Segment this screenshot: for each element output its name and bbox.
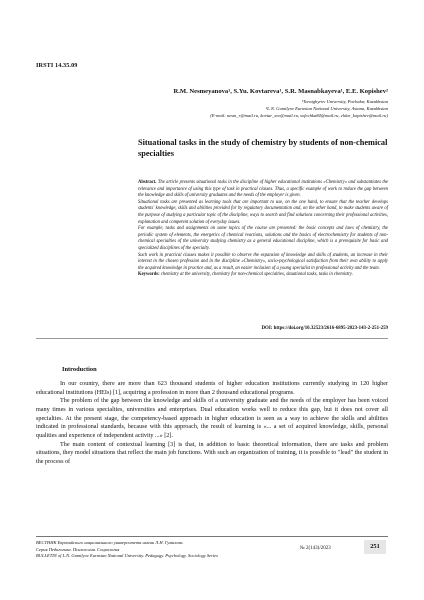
- abstract-label: Abstract.: [138, 180, 157, 185]
- journal-name: ВЕСТНИК Евразийского национального университета имени Л.Н. Гумилева. Серия Педагогика. Психология. Социология BULLETIN of L.N. Gumilyov Eurasian National University. Pedagogy. Psychology. Sociology Series: [36, 540, 218, 559]
- abstract-paragraph: Abstract. The article presents situational tasks in the discipline of higher educational institutions «Chemistry» and substantiates the relevance and importance of using this type of task in practical classes. Thus, a specific example of work to reduce the gap between the knowledge and skills of university graduates and the needs of the employer is given.: [138, 180, 388, 199]
- abstract-divider: [36, 338, 388, 339]
- doi-link[interactable]: https://doi.org/10.32523/2616-6895-2023-143-2-251-259: [273, 326, 388, 331]
- affiliation-1: ¹Toraighyrov University, Pavlodar, Kazakhstan: [301, 99, 388, 104]
- abstract-paragraph: Such work in practical classes makes it possible to observe the expansion of knowledge and skills of students, an increase in their interest in the chosen profession and in the discipline «Chemistry», socio-psychological satisfaction from their own ability to apply the acquired knowledge in practice and, as a result, an easier inclusion of a young specialist in professional activity and the team.: [138, 252, 388, 271]
- introduction-body: [36, 380, 388, 467]
- page-number: 251: [364, 540, 386, 554]
- keywords-label: Keywords:: [138, 272, 160, 278]
- issue-number: № 2(143)/2023: [300, 546, 331, 551]
- doi-label: DOI:: [261, 326, 273, 331]
- keywords: Keywords: chemistry at the university, chemistry for non-chemical specialties, situational tasks, tasks in chemistry.: [138, 272, 353, 278]
- footer-divider: [36, 536, 388, 537]
- doi-line: [262, 326, 389, 331]
- abstract-paragraph: Situational tasks are presented as learning tools that are important to use, on the one hand, to ensure that the teacher develops students' knowledge, skills and abilities provided for by regulatory documentation and, on the other hand, to make students aware of the purpose of studying a particular topic of the discipline, ways to search and find solutions concerning their professional activities, explanation and competent solution of everyday issues.: [138, 199, 388, 225]
- section-heading-introduction: Introduction: [62, 366, 97, 373]
- body-paragraph: In our country, there are more than 623 thousand students of higher education institutions currently studying in 120 higher educational institutions (HEIs) [1], acquiring a profession in more than 2 thousand educational programs.: [36, 381, 388, 396]
- author-list: R.M. Nesmeyanova¹, S.Yu. Kovtareva¹, S.R. Masnabkayeva¹, E.E. Kopishev²: [173, 88, 388, 95]
- body-paragraph: The main content of contextual learning [3] is that, in addition to basic theoretical information, there are tasks and problem situations, they model situations that reflect the main job functions. With such an organization of training, it is possible to "lead" the student in the process of: [36, 441, 388, 465]
- affiliations: [150, 99, 388, 119]
- abstract-paragraph: For example, tasks and assignments on some topics of the course are presented: the basic concepts and laws of chemistry, the periodic system of elements, the energetics of chemical reactions, solutions and the basics of electrochemistry for students of non-chemical specialties of the university studying chemistry as a general educational discipline, which is a prerequisite for basic and specialized disciplines of the specialty.: [138, 226, 388, 251]
- affiliation-2: ²L.N. Gumilyov Eurasian National University, Astana, Kazakhstan: [265, 105, 388, 111]
- body-paragraph: The problem of the gap between the knowledge and skills of a university graduate and the needs of the employer has been voiced many times in various specialties, universities and enterprises. Dual education works well to reduce this gap, but it does not cover all specialties. At the present stage, the competency-based approach in higher education is seen as a way to achieve the skills and abilities indicated in professional standards, because with this approach, the result of learning is «... a set of acquired knowledge, skills, personal qualities and experience of independent activity ...» [2].: [36, 398, 388, 439]
- article-title: Situational tasks in the study of chemistry by students of non-chemical specialties: [138, 138, 388, 158]
- author-emails: (E-mail: nesm_r@mail.ru, kovtar_sve@mail.ru, sofechka84@mail.ru, eldar_kopishev@mail.ru): [210, 112, 388, 118]
- abstract-block: [138, 180, 388, 279]
- irsti-code: IRSTI 14.35.09: [36, 62, 78, 69]
